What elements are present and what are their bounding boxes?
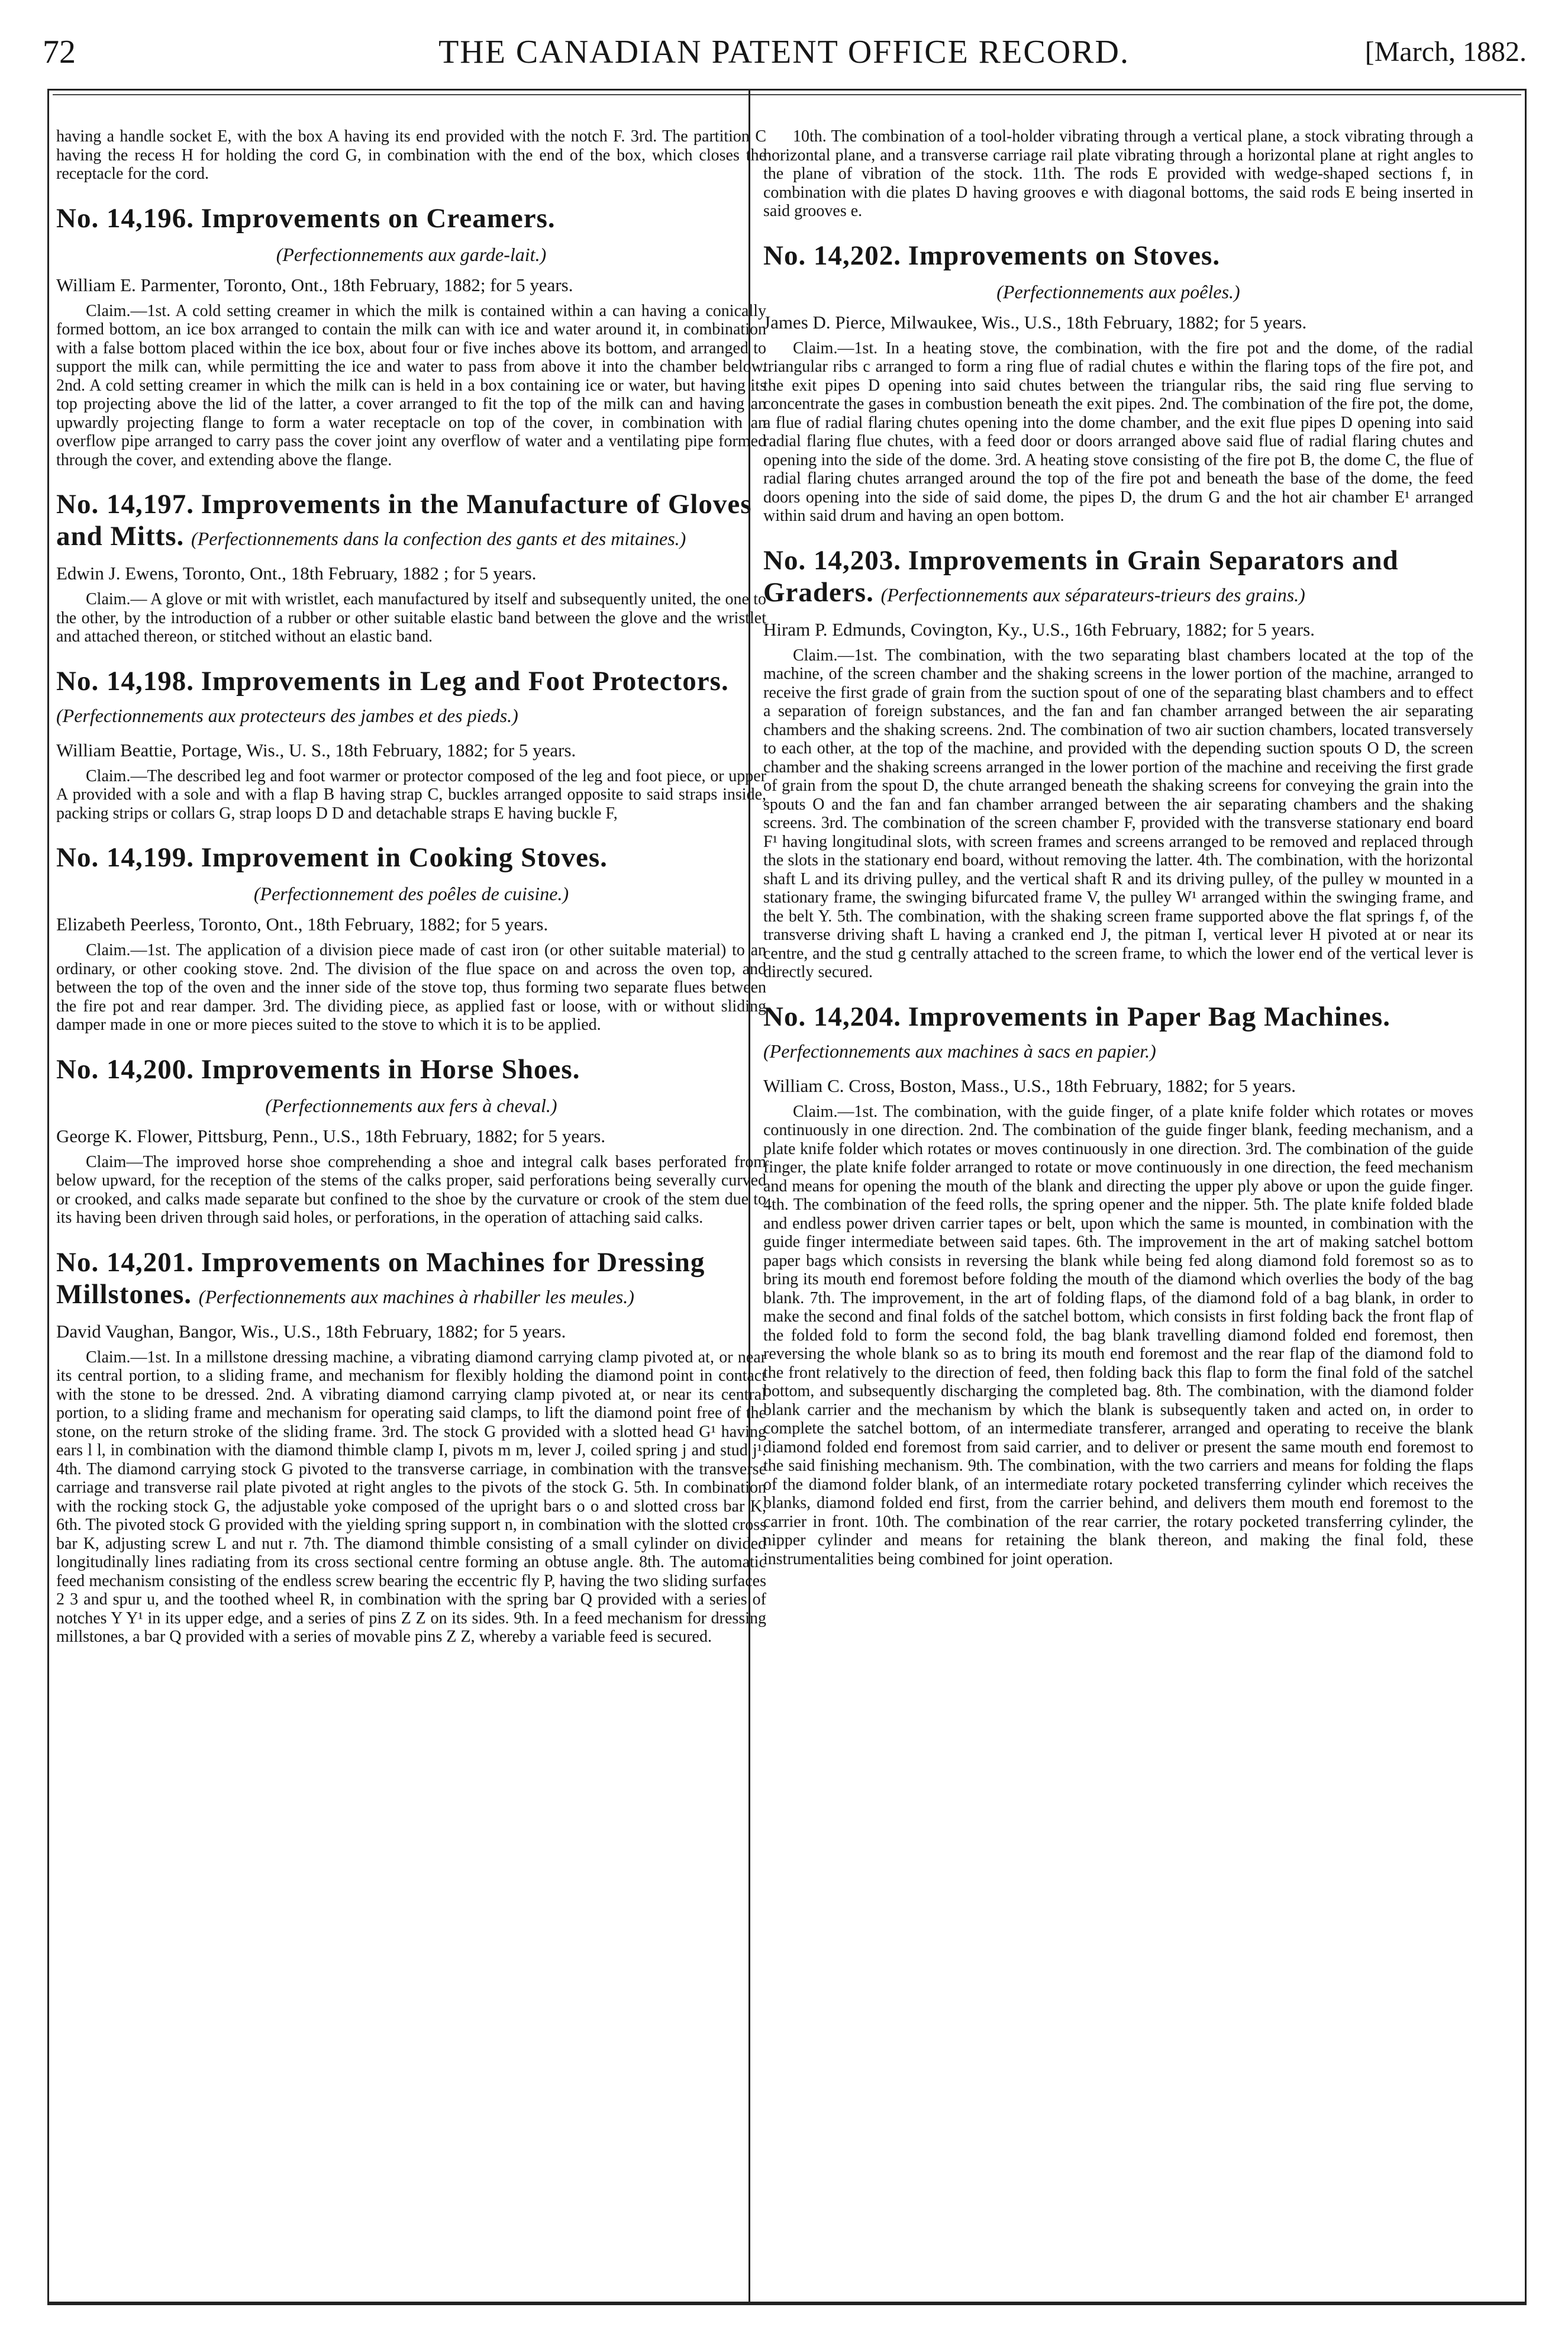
page-header: [36, 28, 1532, 76]
french-title: (Perfectionnements aux poêles.): [996, 281, 1240, 302]
patent-title: Improvements on Machines for Dressing Millstones.: [56, 1246, 705, 1310]
claim-text: Claim.—1st. A cold setting creamer in which the milk is contained within a can having a conically formed bottom, an ice box arranged to contain the milk can with ice and water around it, in combination with a false bottom placed within the ice box, about four or five inches above its bottom, and arranged to support the milk can, while permitting the ice and water to pass from above it into the chamber below. 2nd. A cold setting creamer in which the milk can is held in a box containing ice or water, but having its top projecting above the lid of the latter, a cover arranged to fit the top of the milk can and having an upwardly projecting flange to form a water receptacle on top of the cover, in combination with an overflow pipe arranged to carry pass the cover joint any overflow of water and a ventilating pipe formed through the cover, and extending above the flange.: [56, 301, 766, 469]
patent-title: Improvement in Cooking Stoves.: [201, 842, 608, 873]
patent-title: Improvements in Leg and Foot Protectors.: [201, 665, 729, 697]
claim-text: Claim—The improved horse shoe comprehending a shoe and integral calk bases perforated from below upward, for the reception of the stems of the calks proper, said perforations being severally curved or crooked, and calks made separate but confined to the shoe by the curvature or crook of the stem due to its having been driven through said holes, or perforations, in the operation of attaching said calks.: [56, 1152, 766, 1227]
patent-entry-14201: [56, 1246, 766, 1646]
patent-entry-14202: [763, 240, 1473, 526]
patent-number: No. 14,201.: [56, 1246, 194, 1278]
patent-entry-14198: [56, 665, 766, 823]
french-title: (Perfectionnements aux protecteurs des jambes et des pieds.): [56, 704, 518, 726]
claim-text: Claim.—1st. The combination, with the guide finger, of a plate knife folder which rotates or moves continuously in one direction. 2nd. The combination of the guide finger blank, feeding mechanism, and a plate knife folder which rotates or moves continuously in one direction. 3rd. The combination of the guide finger, the plate knife folder arranged to rotate or move continuously in one direction, the feed mechanism and means for opening the mouth of the blank and directing the upper ply above or upon the guide finger. 4th. The combination of the feed rolls, the spring opener and the nipper. 5th. The plate knife folded blade and endless power driven carrier tapes or belt, upon which the same is mounted, in combination with the guide finger intermediate between said tapes. 6th. The improvement in the art of making satchel bottom paper bags which consists in reversing the blank while being fed along diamond fold foremost so as to bring its mouth end foremost before folding the mouth of the diamond which overlies the body of the bag blank. 7th. The improvement, in the art of folding flaps, of the diamond fold of a bag blank, in order to make the second and final folds of the satchel bottom, which consists in first folding back the front flap of the folded fold to form the second fold, the bag blank travelling diamond folded end foremost, then reversing the whole blank so as to bring its mouth end foremost and the rear flap of the diamond fold to the front relatively to the direction of feed, then folding back this flap to form the final fold of the satchel bottom, and subsequently discharging the completed bag. 8th. The combination, with the diamond folder blank carrier and the mechanism by which the blank is subsequently taken and acted on, in order to complete the satchel bottom, of an intermediate transferer, arranged and operating to receive the blank diamond folded end foremost from said carrier, and to deliver or present the same mouth end foremost to the said finishing mechanism. 9th. The combination, with the two carriers and means for folding the flaps of the diamond folder blank, of an intermediate rotary pocketed transferring cylinder which receives the blanks, diamond folded end first, from the carrier behind, and delivers them mouth end foremost to the carrier in front. 10th. The combination of the rear carrier, the rotary pocketed transferring cylinder, the nipper cylinder and means for retaining the blank thereon, and making the final fold, these instrumentalities being combined for joint operation.: [763, 1102, 1473, 1568]
patent-heading: [56, 665, 766, 731]
patent-number: No. 14,203.: [763, 544, 901, 576]
journal-title: THE CANADIAN PATENT OFFICE RECORD.: [438, 34, 1130, 70]
patent-number: No. 14,196.: [56, 202, 194, 234]
patent-heading: [56, 488, 766, 555]
patent-title: Improvements in Horse Shoes.: [201, 1053, 580, 1085]
continued-claim-text: 10th. The combination of a tool-holder vibrating through a vertical plane, a stock vibrating through a horizontal plane, and a transverse carriage rail plate vibrating through a horizontal plane at right angles to the plane of vibration of the stock. 11th. The rods E provided with wedge-shaped sections f, in combination with die plates D having grooves e with diagonal bottoms, the said rods E being inserted in said grooves e.: [763, 127, 1473, 220]
claim-text: Claim.—1st. In a heating stove, the combination, with the fire pot and the dome, of the radial triangular ribs c arranged to form a ring flue of radial chutes e within the flaring tops of the fire pot, and the exit pipes D opening into said chutes between the triangular ribs, the said ring flue serving to concentrate the gases in combustion beneath the exit pipes. 2nd. The combination of the fire pot, the dome, a flue of radial flaring chutes opening into the dome chamber, and the exit flue pipes D opening into said radial flaring flue chutes, with a feed door or doors arranged above said flue of radial flaring chutes and opening into the side of the dome. 3rd. A heating stove consisting of the fire pot B, the dome C, the flue of radial flaring chutes arranged around the top of the fire pot and beneath the base of the dome, the feed doors opening into the side of said dome, the pipes D, the drum G and the hot air chamber E¹ arranged within said drum and having an open bottom.: [763, 339, 1473, 525]
inventor-line: William E. Parmenter, Toronto, Ont., 18th February, 1882; for 5 years.: [56, 274, 573, 295]
patent-number: No. 14,198.: [56, 665, 194, 697]
left-column: [56, 127, 766, 1646]
patent-number: No. 14,200.: [56, 1053, 194, 1085]
inventor-line: Edwin J. Ewens, Toronto, Ont., 18th February, 1882 ; for 5 years.: [56, 563, 537, 584]
claim-text: Claim.—The described leg and foot warmer or protector composed of the leg and foot piece, or upper A provided with a sole and with a flap B having strap C, buckles arranged opposite to said straps inside, packing strips or collars G, strap loops D D and detachable straps E having buckle F,: [56, 766, 766, 823]
patent-heading: [56, 1053, 766, 1085]
patent-title: Improvements on Creamers.: [201, 202, 556, 234]
inventor-line: James D. Pierce, Milwaukee, Wis., U.S., 18th February, 1882; for 5 years.: [763, 311, 1307, 333]
french-title: (Perfectionnements aux garde-lait.): [276, 243, 547, 265]
patent-heading: [763, 240, 1473, 272]
french-title: (Perfectionnements aux fers à cheval.): [265, 1094, 557, 1116]
patent-entry-14197: [56, 488, 766, 646]
claim-text: Claim.— A glove or mit with wristlet, each manufactured by itself and subsequently united, the one to the other, by the introduction of a rubber or other suitable elastic band between the glove and the wristlet and attached thereon, or stitched without an elastic band.: [56, 590, 766, 646]
patent-heading: [763, 544, 1473, 611]
patent-entry-14204: [763, 1001, 1473, 1569]
inventor-line: Elizabeth Peerless, Toronto, Ont., 18th February, 1882; for 5 years.: [56, 914, 549, 934]
patent-heading: [56, 1246, 766, 1313]
patent-number: No. 14,199.: [56, 842, 194, 873]
claim-text: Claim.—1st. The combination, with the two separating blast chambers located at the top of the machine, of the screen chamber and the shaking screens in the lower portion of the machine, arranged to receive the first grade of grain from the suction spout of one of the separating blast chambers and to effect a separation of foreign substances, and the fan and fan chamber arranged between the air separating chambers and the shaking screens. 2nd. The combination of two air suction chambers, located transversely to each other, at the top of the machine, and provided with the depending suction spouts O D, the screen chamber and the shaking screens arranged in the lower portion of the machine and receiving the first grade of grain from the spout D, the chute arranged beneath the shaking screens for conveying the grain into the spouts O and the fan and fan chamber arranged between the air separating chambers and the shaking screens. 3rd. The combination of the screen chamber F, provided with the transverse stationary end board F¹ having longitudinal slots, with screen frames and screens arranged to be removed and replaced through the slots in the stationary end board, without removing the latter. 4th. The combination, with the horizontal shaft L and its driving pulley, and the vertical shaft R and its driving pulley, of the pulley w mounted in a stationary frame, the swinging bifurcated frame V, the pulley W¹ arranged within the swinging frame, and the belt Y. 5th. The combination, with the shaking screen frame supported above the flat springs f, of the transverse driving shaft L having a cranked end J, the pitman I, vertical lever H pivoted at or near its centre, and the stud g centrally attached to the screen frame, to which the lower end of the vertical lever is directly secured.: [763, 646, 1473, 981]
patent-number: No. 14,204.: [763, 1001, 901, 1032]
patent-entry-14203: [763, 544, 1473, 982]
french-title: (Perfectionnements aux séparateurs-trieurs des grains.): [880, 584, 1305, 605]
french-title: (Perfectionnements aux machines à sacs en papier.): [763, 1040, 1156, 1062]
patent-title: Improvements in the Manufacture of Gloves and Mitts.: [56, 489, 752, 552]
page-number: 72: [43, 34, 76, 70]
patent-heading: [763, 1001, 1473, 1067]
patent-number: No. 14,202.: [763, 240, 901, 271]
patent-heading: [56, 842, 766, 874]
patent-title: Improvements in Paper Bag Machines.: [908, 1001, 1390, 1032]
patent-number: No. 14,197.: [56, 489, 194, 520]
right-column: [763, 127, 1473, 1568]
patent-entry-14199: [56, 842, 766, 1035]
inventor-line: George K. Flower, Pittsburg, Penn., U.S., 18th February, 1882; for 5 years.: [56, 1125, 606, 1146]
claim-text: Claim.—1st. The application of a division piece made of cast iron (or other suitable material) to an ordinary, or other cooking stove. 2nd. The division of the flue space on and across the oven top, and between the top of the oven and the inner side of the stove top, thus forming two separate flues between the fire pot and rear damper. 3rd. The dividing piece, as applied fast or loose, with or without sliding damper made in one or more pieces suited to the stove to which it is to be applied.: [56, 941, 766, 1034]
patent-title: Improvements in Grain Separators and Graders.: [763, 544, 1399, 608]
claim-text: Claim.—1st. In a millstone dressing machine, a vibrating diamond carrying clamp pivoted at, or near its central portion, to a sliding frame, and mechanism for flexibly holding the diamond point in contact with the stone to be dressed. 2nd. A vibrating diamond carrying clamp pivoted at, or near its central portion, to a sliding frame and mechanism for operating said clamps, to lift the diamond point free of the stone, on the return stroke of the sliding frame. 3rd. The stock G provided with a slotted head G¹ having ears l l, in combination with the diamond thimble clamp I, pivots m m, lever J, coiled spring j and stud j¹. 4th. The diamond carrying stock G pivoted to the transverse carriage, in combination with the transverse carriage and transverse rail plate pivoted at right angles to the pivots of the stock G. 5th. In combination with the rocking stock G, the adjustable yoke composed of the upright bars o o and slotted cross bar K, 6th. The pivoted stock G provided with the yielding spring support n, in combination with the slotted cross bar K, adjusting screw L and nut r. 7th. The diamond thimble consisting of a small cylinder on divided longitudinally lines radiating from its cross sectional centre forming an obtuse angle. 8th. The automatic feed mechanism consisting of the endless screw bearing the eccentric fly P, having the two sliding surfaces 2 3 and spur u, and the toothed wheel R, in combination with the spring bar Q provided with a series of notches Y Y¹ in its upper edge, and a series of pins Z Z on its sides. 9th. In a feed mechanism for dressing millstones, a bar Q provided with a series of movable pins Z Z, whereby a variable feed is secured.: [56, 1348, 766, 1646]
issue-date: [March, 1882.: [1364, 36, 1527, 67]
inventor-line: Hiram P. Edmunds, Covington, Ky., U.S., 16th February, 1882; for 5 years.: [763, 618, 1315, 640]
french-title: (Perfectionnements dans la confection des gants et des mitaines.): [191, 528, 686, 549]
french-title: (Perfectionnement des poêles de cuisine.): [253, 883, 569, 904]
french-title: (Perfectionnements aux machines à rhabiller les meules.): [198, 1285, 634, 1307]
inventor-line: William Beattie, Portage, Wis., U. S., 18th February, 1882; for 5 years.: [56, 739, 576, 760]
patent-entry-14200: [56, 1053, 766, 1227]
inventor-line: William C. Cross, Boston, Mass., U.S., 18th February, 1882; for 5 years.: [763, 1075, 1296, 1096]
patent-heading: [56, 202, 766, 234]
inventor-line: David Vaughan, Bangor, Wis., U.S., 18th February, 1882; for 5 years.: [56, 1320, 566, 1342]
patent-entry-14196: [56, 202, 766, 470]
continued-claim-text: having a handle socket E, with the box A having its end provided with the notch F. 3rd. The partition C having the recess H for holding the cord G, in combination with the end of the box, which closes the receptacle for the cord.: [56, 127, 766, 183]
patent-title: Improvements on Stoves.: [908, 240, 1221, 271]
